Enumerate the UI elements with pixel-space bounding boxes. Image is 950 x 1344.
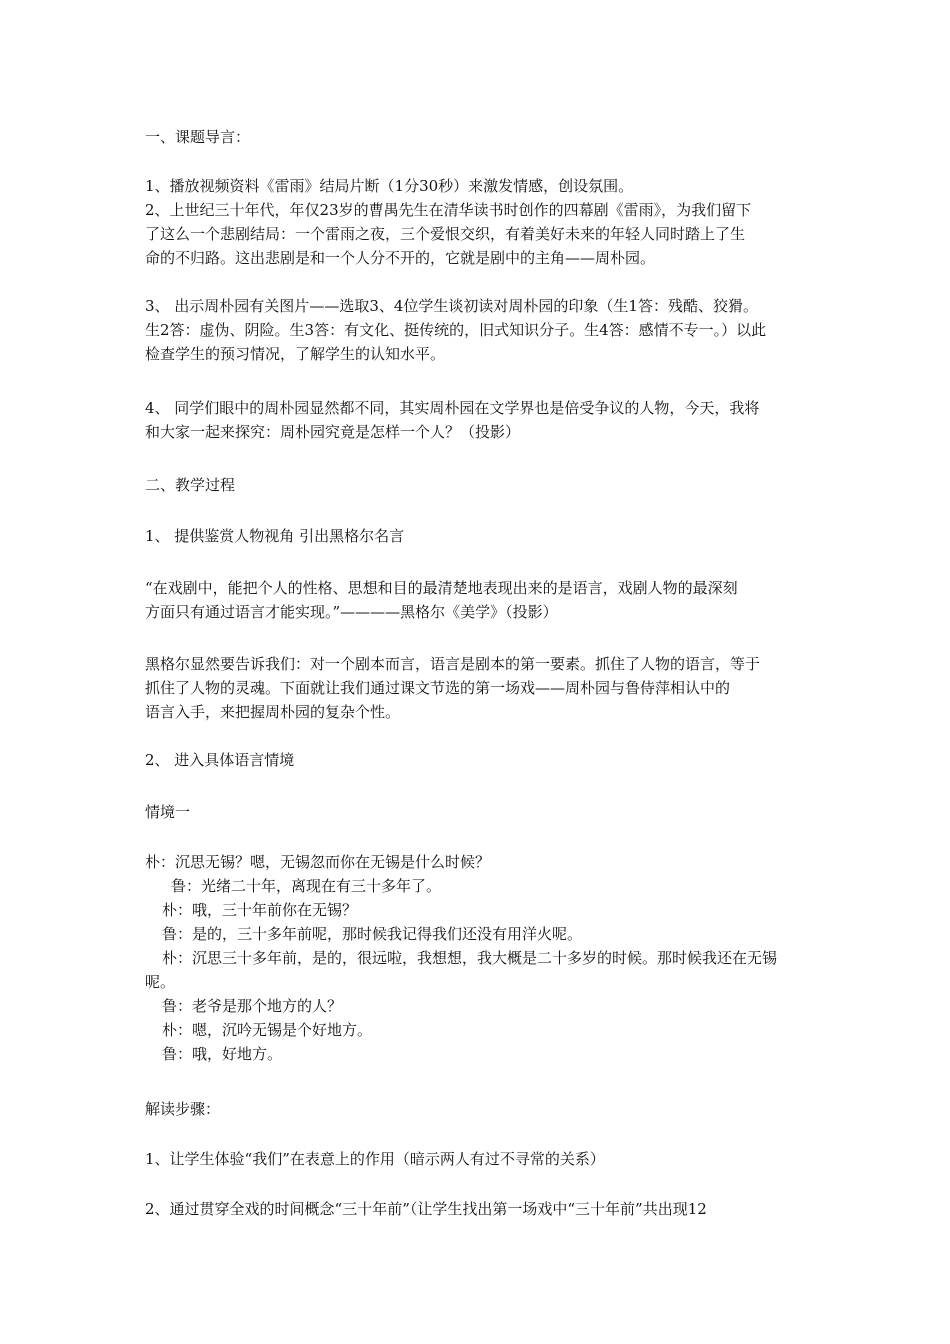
paragraph-4-line-2: 和大家一起来探究：周朴园究竟是怎样一个人？（投影） xyxy=(145,423,521,441)
dialogue-line-6: 鲁：老爷是那个地方的人？ xyxy=(162,997,343,1015)
scene-1-heading: 情境一 xyxy=(145,803,191,821)
section-2-heading: 二、教学过程 xyxy=(145,476,236,494)
paragraph-2-line-1: 2、上世纪三十年代，年仅23岁的曹禺先生在清华读书时创作的四幕剧《雷雨》，为我们留下 xyxy=(145,201,752,219)
reading-step-1: 1、让学生体验“我们”在表意上的作用（暗示两人有过不寻常的关系） xyxy=(145,1150,605,1168)
dialogue-line-3: 朴：哦，三十年前你在无锡？ xyxy=(162,901,358,919)
paragraph-3-line-2: 生2答：虚伪、阴险。生3答：有文化、挺传统的，旧式知识分子。生4答：感情不专一。）以此 xyxy=(145,321,767,339)
dialogue-line-8: 鲁：哦，好地方。 xyxy=(162,1045,283,1063)
dialogue-line-4: 鲁：是的，三十多年前呢，那时候我记得我们还没有用洋火呢。 xyxy=(162,925,583,943)
reading-steps-heading: 解读步骤： xyxy=(145,1100,221,1118)
step-1-heading: 1、 提供鉴赏人物视角 引出黑格尔名言 xyxy=(145,527,405,545)
dialogue-line-1: 朴：沉思无锡？嗯，无锡忽而你在无锡是什么时候？ xyxy=(145,853,491,871)
quote-line-2: 方面只有通过语言才能实现。”————黑格尔《美学》（投影） xyxy=(145,603,558,621)
paragraph-3-line-3: 检查学生的预习情况，了解学生的认知水平。 xyxy=(145,345,446,363)
paragraph-5-line-1: 黑格尔显然要告诉我们：对一个剧本而言，语言是剧本的第一要素。抓住了人物的语言，等于 xyxy=(145,655,761,673)
reading-step-2: 2、通过贯穿全戏的时间概念“三十年前”（让学生找出第一场戏中“三十年前”共出现12 xyxy=(145,1200,707,1218)
dialogue-line-5: 朴：沉思三十多年前，是的，很远啦，我想想，我大概是二十多岁的时候。那时候我还在无锡 xyxy=(162,949,778,967)
step-2-heading: 2、 进入具体语言情境 xyxy=(145,751,295,769)
section-1-heading: 一、课题导言： xyxy=(145,128,251,146)
dialogue-line-5-cont: 呢。 xyxy=(145,973,176,991)
paragraph-5-line-3: 语言入手，来把握周朴园的复杂个性。 xyxy=(145,703,401,721)
paragraph-2-line-3: 命的不归路。这出悲剧是和一个人分不开的，它就是剧中的主角——周朴园。 xyxy=(145,249,656,267)
quote-line-1: “在戏剧中，能把个人的性格、思想和目的最清楚地表现出来的是语言，戏剧人物的最深刻 xyxy=(145,579,738,597)
paragraph-3-line-1: 3、 出示周朴园有关图片——选取3、4位学生谈初读对周朴园的印象（生1答：残酷、狡猾。 xyxy=(145,297,758,315)
dialogue-line-2: 鲁：光绪二十年，离现在有三十多年了。 xyxy=(171,877,442,895)
paragraph-2-line-2: 了这么一个悲剧结局：一个雷雨之夜，三个爱恨交织，有着美好未来的年轻人同时踏上了生 xyxy=(145,225,746,243)
dialogue-line-7: 朴：嗯，沉吟无锡是个好地方。 xyxy=(162,1021,373,1039)
paragraph-1: 1、播放视频资料《雷雨》结局片断（1分30秒）来激发情感，创设氛围。 xyxy=(145,177,634,195)
paragraph-4-line-1: 4、 同学们眼中的周朴园显然都不同，其实周朴园在文学界也是倍受争议的人物，今天，我将 xyxy=(145,399,760,417)
paragraph-5-line-2: 抓住了人物的灵魂。下面就让我们通过课文节选的第一场戏——周朴园与鲁侍萍相认中的 xyxy=(145,679,731,697)
